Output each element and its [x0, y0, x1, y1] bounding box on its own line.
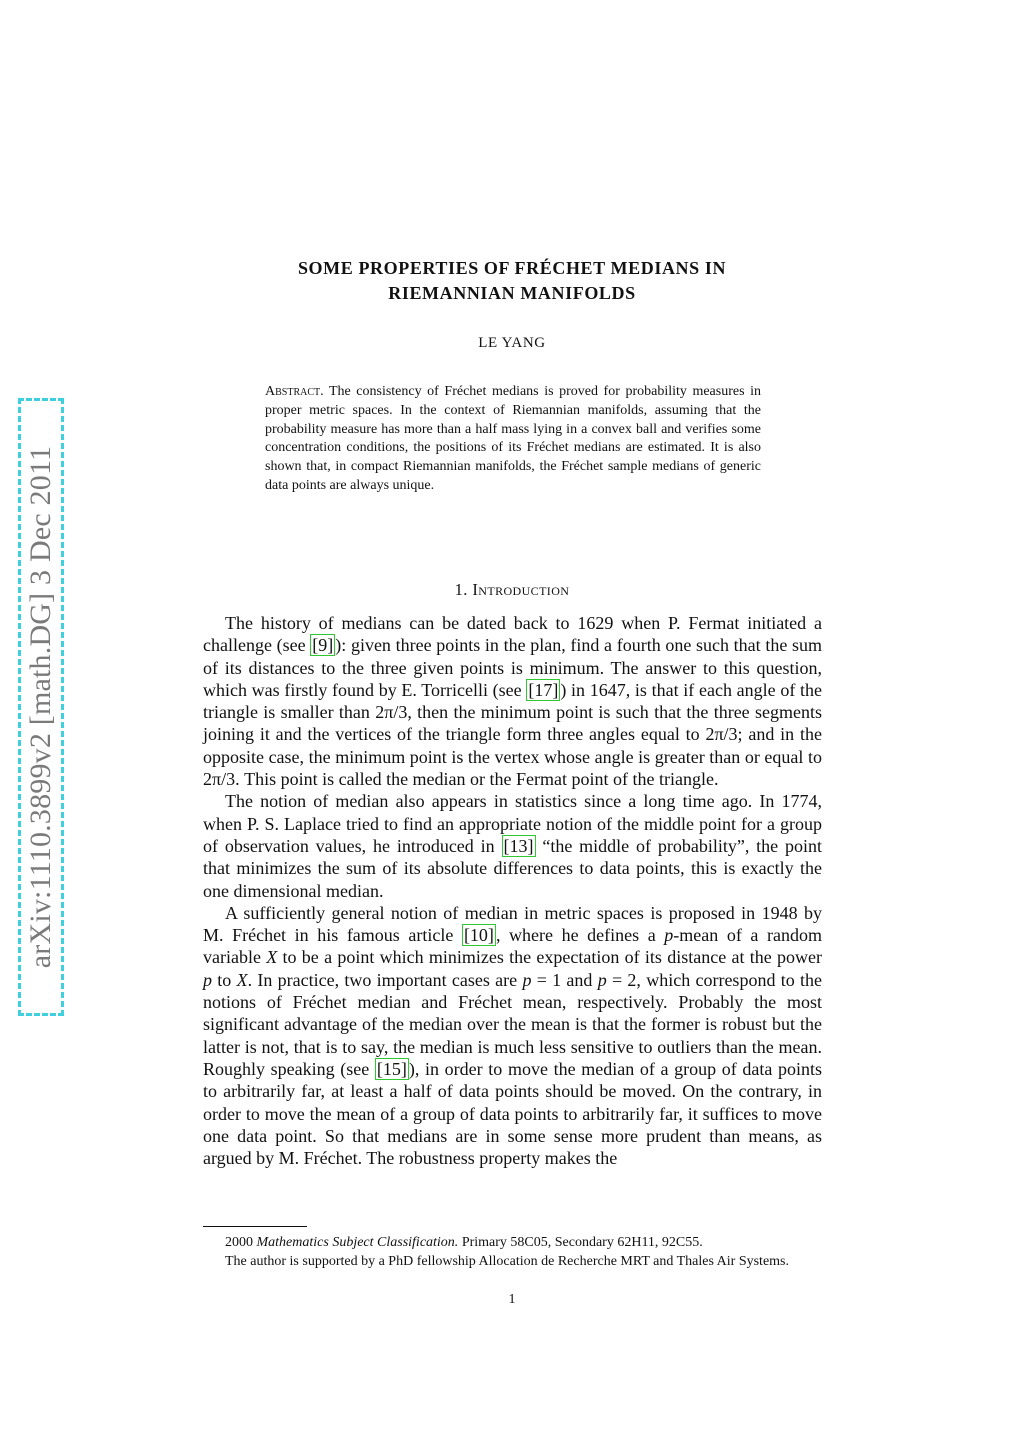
- text-run: ): given three points in the plan, find a fourth one such that the sum of its distances to the three given points is minimum. The answer to this question, which was firstly found by E. Torricelli (see: [203, 635, 822, 700]
- footnote-msc-label: Mathematics Subject Classification.: [256, 1235, 459, 1250]
- text-run: ), in order to move the median of a group of data points to arbitrarily far, at least a half of data points should be moved. On the contrary, in order to move the mean of a group of data points to arbitrarily far, it suffices to move one data point. So that medians are in some sense more prudent than means, as argued by M. Fréchet. The robustness property makes the: [203, 1058, 822, 1169]
- text-run: The notion of median also appears in statistics since a long time ago. In 1774, when P. S. Laplace tried to find an appropriate notion of the middle point for a group of observation values, he introduced in: [203, 791, 822, 856]
- paper-title: [200, 256, 824, 306]
- section-name: Introduction: [472, 580, 570, 599]
- text-run: , where he defines a: [495, 925, 665, 946]
- footnotes: [203, 1233, 822, 1271]
- text-run: to: [212, 969, 237, 990]
- math-symbol: p: [522, 969, 532, 990]
- footnote-support: The author is supported by a PhD fellowship Allocation de Recherche MRT and Thales Air Systems.: [225, 1254, 789, 1269]
- math-symbol: X: [236, 969, 248, 990]
- text-run: . In practice, two important cases are: [247, 969, 523, 990]
- text-run: -mean of a random variable: [203, 925, 822, 968]
- text-run: “the middle of probability”, the point that minimizes the sum of its absolute differences to data points, this is exactly the one dimensional median.: [203, 835, 822, 901]
- text-run: The history of medians can be dated back to 1629 when P. Fermat initiated a challenge (see: [203, 613, 822, 656]
- text-run: to be a point which minimizes the expectation of its distance at the power: [277, 947, 822, 968]
- footnote-msc-codes: Primary 58C05, Secondary 62H11, 92C55.: [458, 1235, 703, 1250]
- math-symbol: p: [597, 969, 607, 990]
- title-line-2: RIEMANNIAN MANIFOLDS: [388, 283, 636, 303]
- footnote-rule: [203, 1226, 307, 1227]
- text-run: = 2, which correspond to the notions of Fréchet median and Fréchet mean, respectively. Probably the most significant advantage of the median over the mean is that the former is robust but the latter is not, that is to say, the median is much less sensitive to outliers than the mean. Roughly speaking (see: [203, 969, 822, 1079]
- paragraph-1: [203, 612, 822, 790]
- citation-link[interactable]: [10]: [463, 925, 494, 946]
- math-symbol: X: [266, 947, 278, 968]
- abstract: [265, 383, 761, 496]
- section-heading: [200, 580, 824, 600]
- arxiv-identifier: arXiv:1110.3899v2 [math.DG] 3 Dec 2011: [24, 445, 57, 969]
- section-number: 1.: [454, 580, 468, 599]
- footnote-msc: [203, 1233, 822, 1252]
- footnote-year: 2000: [225, 1235, 257, 1250]
- text-run: ) in 1647, is that if each angle of the triangle is smaller than 2π/3, then the minimum point is such that the three segments joining it and the vertices of the triangle form three angles equal to 2π/3; and in the opposite case, the minimum point is the vertex whose angle is greater than or equal to 2π/3. This point is called the median or the Fermat point of the triangle.: [203, 679, 822, 790]
- citation-link[interactable]: [13]: [503, 835, 534, 856]
- text-run: = 1 and: [531, 969, 598, 990]
- body-text: [203, 612, 822, 1169]
- page-number: 1: [508, 1292, 516, 1307]
- citation-link[interactable]: [17]: [528, 679, 559, 700]
- title-line-1: SOME PROPERTIES OF FRÉCHET MEDIANS IN: [297, 258, 727, 278]
- citation-link[interactable]: [9]: [312, 635, 334, 656]
- citation-link[interactable]: [15]: [376, 1058, 407, 1079]
- abstract-text: The consistency of Fréchet medians is proved for probability measures in proper metric spaces. In the context of Riemannian manifolds, assuming that the probability measure has more than a half mass lying in a convex ball and verifies some concentration conditions, the positions of its Fréchet medians are estimated. It is also shown that, in compact Riemannian manifolds, the Fréchet sample medians of generic data points are always unique.: [265, 384, 761, 493]
- arxiv-stamp: [18, 398, 64, 1016]
- math-symbol: p: [664, 925, 674, 946]
- math-symbol: p: [203, 969, 212, 990]
- text-run: A sufficiently general notion of median in metric spaces is proposed in 1948 by M. Fréchet in his famous article: [203, 902, 822, 946]
- author-name: LE YANG: [478, 335, 546, 351]
- paragraph-3: [203, 902, 822, 1170]
- paragraph-2: [203, 790, 822, 901]
- abstract-label: Abstract.: [265, 384, 324, 399]
